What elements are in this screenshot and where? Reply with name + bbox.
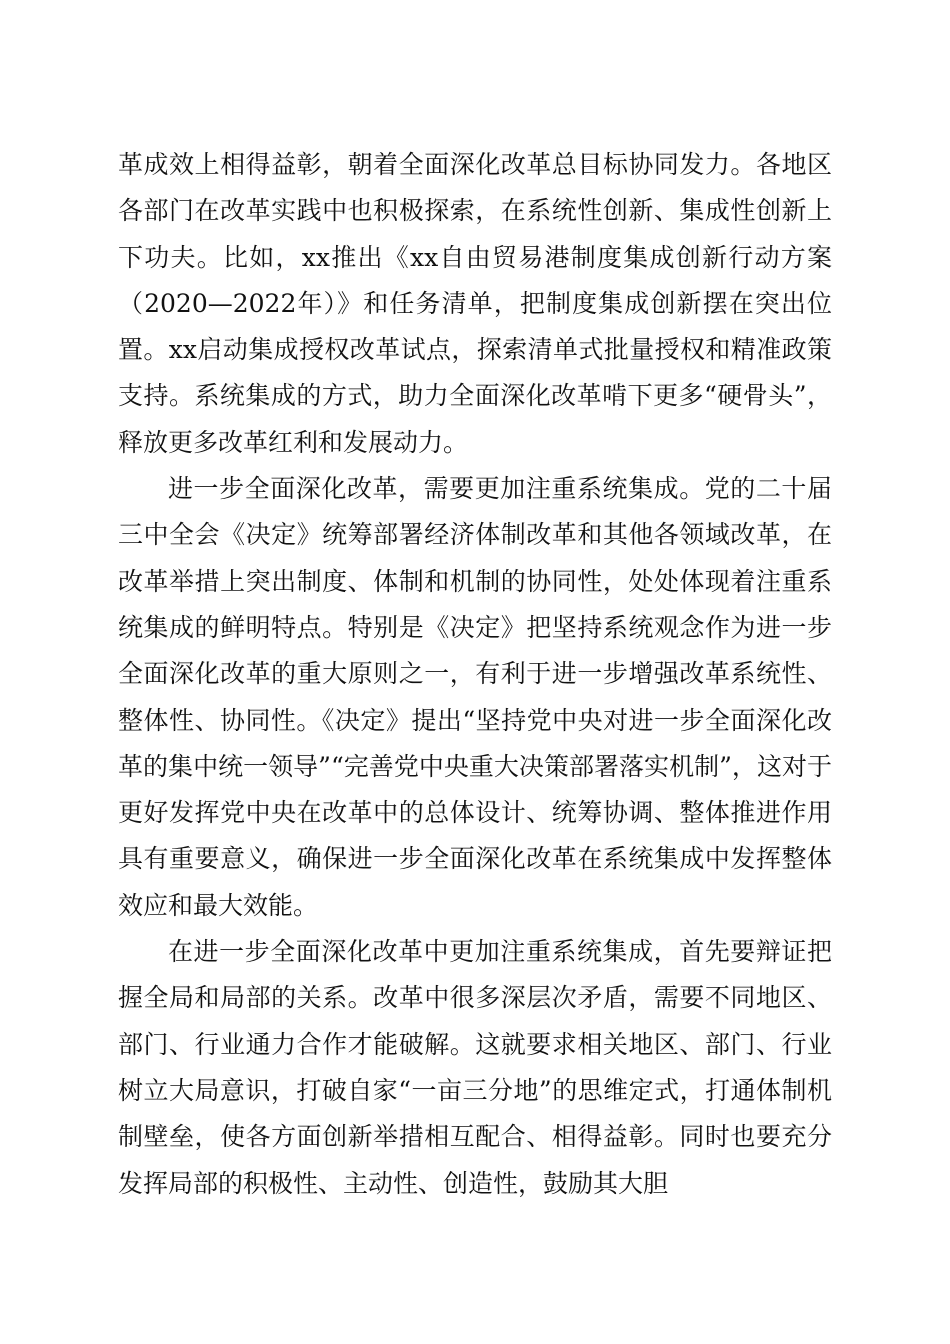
paragraph-system-integration: 进一步全面深化改革，需要更加注重系统集成。党的二十届三中全会《决定》统筹部署经济体制改革和其他各领域改革，在改革举措上突出制度、体制和机制的协同性，处处体现着注重系统集成的鲜明特点。特别是《决定》把坚持系统观念作为进一步全面深化改革的重大原则之一，有利于进一步增强改革系统性、整体性、协同性。《决定》提出“坚持党中央对进一步全面深化改革的集中统一领导”“完善党中央重大决策部署落实机制”，这对于更好发挥党中央在改革中的总体设计、统筹协调、整体推进作用具有重要意义，确保进一步全面深化改革在系统集成中发挥整体效应和最大效能。	[118, 474, 832, 920]
paragraph-continued: 革成效上相得益彰，朝着全面深化改革总目标协同发力。各地区各部门在改革实践中也积极探索，在系统性创新、集成性创新上下功夫。比如，xx推出《xx自由贸易港制度集成创新行动方案（2020—2022年）》和任务清单，把制度集成创新摆在突出位置。xx启动集成授权改革试点，探索清单式批量授权和精准政策支持。系统集成的方式，助力全面深化改革啃下更多“硬骨头”，释放更多改革红利和发展动力。	[118, 150, 832, 457]
body-text	[118, 142, 832, 1207]
paragraph-overall-and-local: 在进一步全面深化改革中更加注重系统集成，首先要辩证把握全局和局部的关系。改革中很多深层次矛盾，需要不同地区、部门、行业通力合作才能破解。这就要求相关地区、部门、行业树立大局意识，打破自家“一亩三分地”的思维定式，打通体制机制壁垒，使各方面创新举措相互配合、相得益彰。同时也要充分发挥局部的积极性、主动性、创造性，鼓励其大胆	[118, 937, 832, 1198]
